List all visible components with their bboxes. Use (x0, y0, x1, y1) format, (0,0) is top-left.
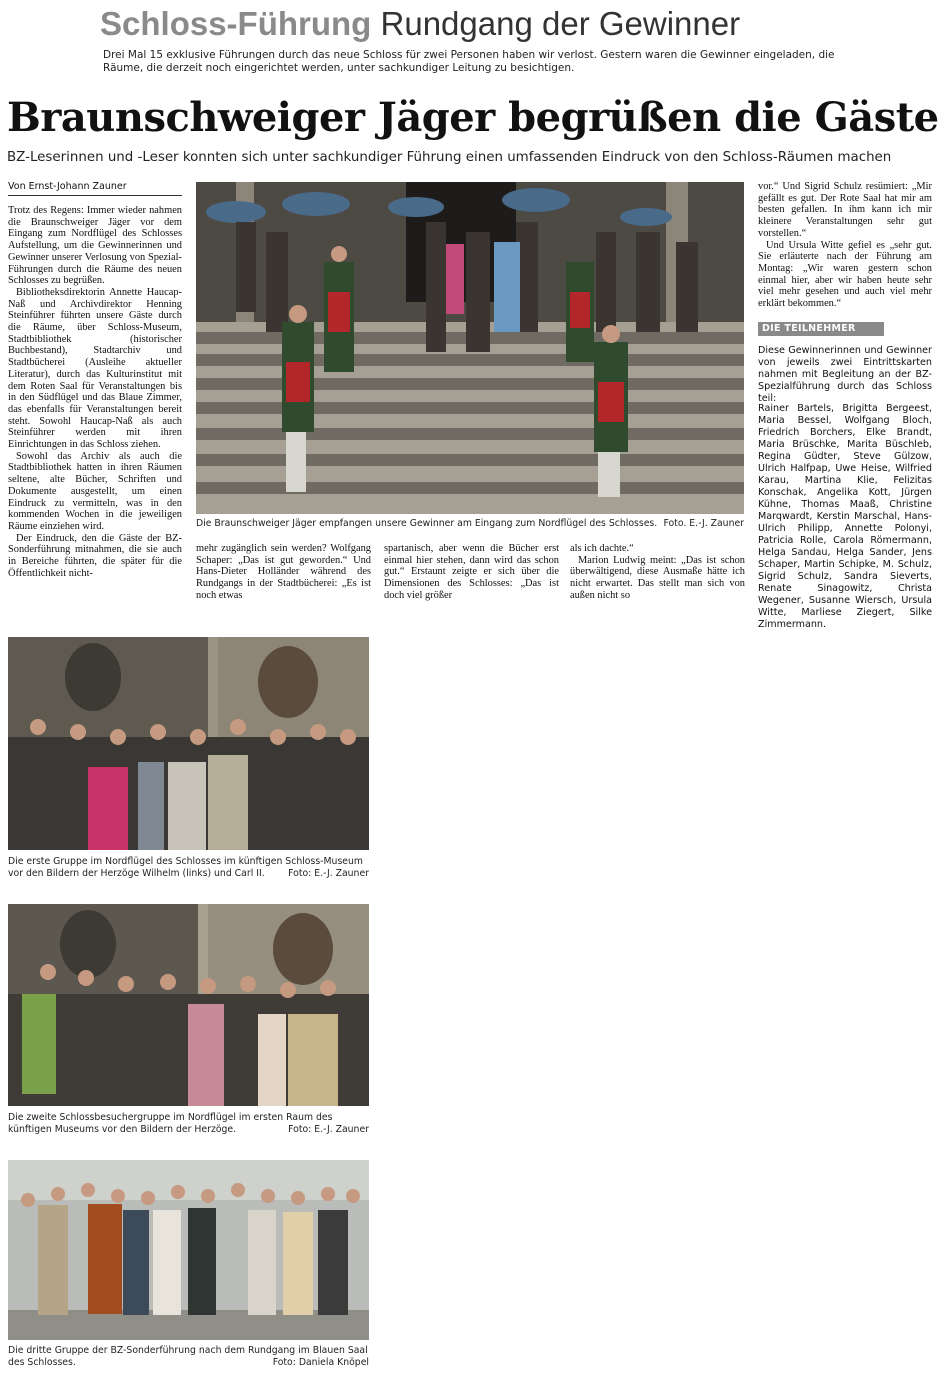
caption-text: Die zweite Schlossbesuchergruppe im Nordflügel im ersten Raum des künftigen Museums vor den Bildern der Herzöge. (8, 1112, 333, 1135)
caption-text: Die dritte Gruppe der BZ-Sonderführung nach dem Rundgang im Blauen Saal des Schlosses. (8, 1345, 368, 1368)
article-column-3 (384, 543, 559, 602)
kicker (100, 4, 740, 44)
main-photo-jaeger (196, 182, 744, 514)
intro-text: Drei Mal 15 exklusive Führungen durch das neue Schloss für zwei Personen haben wir verlost. Gestern waren die Gewinner eingeladen, die Räume, die derzeit noch eingerichtet werden, unter sachkundiger Leitung zu besichtigen. (103, 49, 835, 74)
article-column-1 (8, 205, 182, 580)
paragraph: Der Eindruck, den die Gäste der BZ-Sonderführung mitnahmen, die sie auch in Bereiche führten, die später für die Öffentlichkeit nicht- (8, 532, 182, 579)
paragraph: Trotz des Regens: Immer wieder nahmen die Braunschweiger Jäger vor dem Eingang zum Nordflügel des Schlosses Aufstellung, um die Gewinnerinnen und Gewinner unserer Verlosung von Spezial-Führungen durch die Räume des neuen Schlosses zu begrüßen. (8, 205, 182, 287)
paragraph: Marion Ludwig meint: „Das ist schon überwältigend, diese Ausmaße hätte ich nicht erwartet. Das stellt man sich von außen nicht so (570, 554, 745, 601)
byline: Von Ernst-Johann Zauner (8, 181, 182, 196)
photo-credit: Foto: Daniela Knöpel (272, 1357, 369, 1368)
caption-text: Die Braunschweiger Jäger empfangen unsere Gewinner am Eingang zum Nordflügel des Schlosses. (196, 518, 658, 529)
group-photo-2 (8, 904, 369, 1106)
group-photo-1 (8, 637, 369, 850)
group-photo-2-image (8, 904, 369, 1106)
participants-list: Rainer Bartels, Brigitta Bergeest, Maria Bessel, Wolfgang Bloch, Friedrich Borchers, Elke Brandt, Maria Brüschke, Marita Büschleb, Regina Güdter, Steve Gülzow, Ulrich Halfpap, Uwe Heise, Wilfried Karau, Martina Klie, Felizitas Konschak, Angelika Kott, Jürgen Kühne, Thomas Maaß, Christine Marqwardt, Kerstin Marschal, Hans-Ulrich Philipp, Annette Polonyi, Patricia Rolle, Carola Römermann, Helga Sandau, Helga Sander, Jens Schaper, Martin Schipke, M. Schulz, Sigrid Schulz, Sandra Sieverts, Renate Sinagowitz, Christa Wegener, Susanne Wiersch, Ursula Witte, Marliese Ziegert, Silke Zimmermann. (758, 403, 932, 630)
caption-text: Die erste Gruppe im Nordflügel des Schlosses im künftigen Schloss-Museum vor den Bildern der Herzöge Wilhelm (links) und Carl II. (8, 856, 363, 879)
group-photo-3-image (8, 1160, 369, 1340)
article-column-2 (196, 543, 371, 602)
group-photo-3-caption (8, 1345, 369, 1369)
group-photo-2-caption (8, 1112, 369, 1136)
kicker-topic: Rundgang der Gewinner (380, 5, 741, 42)
article-column-4 (570, 543, 745, 602)
participants-intro: Diese Gewinnerinnen und Gewinner von jeweils zwei Eintrittskarten nahmen mit Begleitung an der BZ-Spezialführung durch das Schloss teil: (758, 345, 932, 404)
paragraph: als ich dachte.“ (570, 543, 634, 554)
paragraph: Sowohl das Archiv als auch die Stadtbibliothek hatten in ihren Räumen seltene, alte Bücher, Schriften und Dokumente ausgestellt, um einen Eindruck zu vermitteln, was in den kommenden Wochen in die jeweiligen Räume einziehen wird. (8, 450, 182, 532)
photo-credit: Foto. E.-J. Zauner (663, 518, 744, 529)
photo-credit: Foto: E.-J. Zauner (288, 1124, 369, 1135)
group-photo-1-image (8, 637, 369, 850)
main-photo-image (196, 182, 744, 514)
kicker-section: Schloss-Führung (100, 5, 372, 42)
subheadline: BZ-Leserinnen und -Leser konnten sich unter sachkundiger Führung einen umfassenden Eindruck von den Schloss-Räumen machen (7, 150, 892, 165)
paragraph: mehr zugänglich sein werden? Wolfgang Schaper: „Das ist gut geworden.“ Und Hans-Dieter Holländer während des Rundgangs in der Stadtbücherei: „Es ist noch etwas (196, 543, 371, 601)
article-column-5 (758, 181, 932, 310)
main-photo-caption (196, 518, 744, 530)
jaeger-center (324, 246, 354, 372)
group-photo-3 (8, 1160, 369, 1340)
paragraph: Bibliotheksdirektorin Annette Haucap-Naß und Archivdirektor Henning Steinführer führten unsere Gäste durch die Räume, über Schloss-Museum, Stadtbibliothek (historischer Buchbestand), Stadtarchiv und Stadtbücherei (Ausleihe aktueller Literatur), durch das Kulturinstitut mit dem Roten Saal für Veranstaltungen bis in den Südflügel und das Blaue Zimmer, das ebenfalls für Veranstaltungen bereit steht. Sowohl Haucap-Naß als auch Steinführer werden mit ihren Einrichtungen in das Schloss ziehen. (8, 286, 182, 451)
participants-badge: DIE TEILNEHMER (758, 322, 884, 336)
paragraph: vor.“ Und Sigrid Schulz resümiert: „Mir gefällt es gut. Der Rote Saal hat mir am besten gefallen. In ihm kann ich mir kleinere Veranstaltungen sehr gut vorstellen.“ (758, 181, 932, 239)
headline: Braunschweiger Jäger begrüßen die Gäste (7, 94, 939, 141)
group-photo-1-caption (8, 856, 369, 880)
photo-credit: Foto: E.-J. Zauner (288, 868, 369, 879)
paragraph: spartanisch, aber wenn die Bücher erst einmal hier stehen, dann wird das schon gut.“ Erstaunt zeigte er sich über die Dimensionen des Schlosses: „Das ist doch viel größer (384, 543, 559, 601)
paragraph: Und Ursula Witte gefiel es „sehr gut. Sie erläuterte nach der Führung am Montag: „Wir waren gestern schon einmal hier, aber wir haben heute sehr viel mehr gesehen und auch viel mehr erklärt bekommen.“ (758, 239, 932, 310)
